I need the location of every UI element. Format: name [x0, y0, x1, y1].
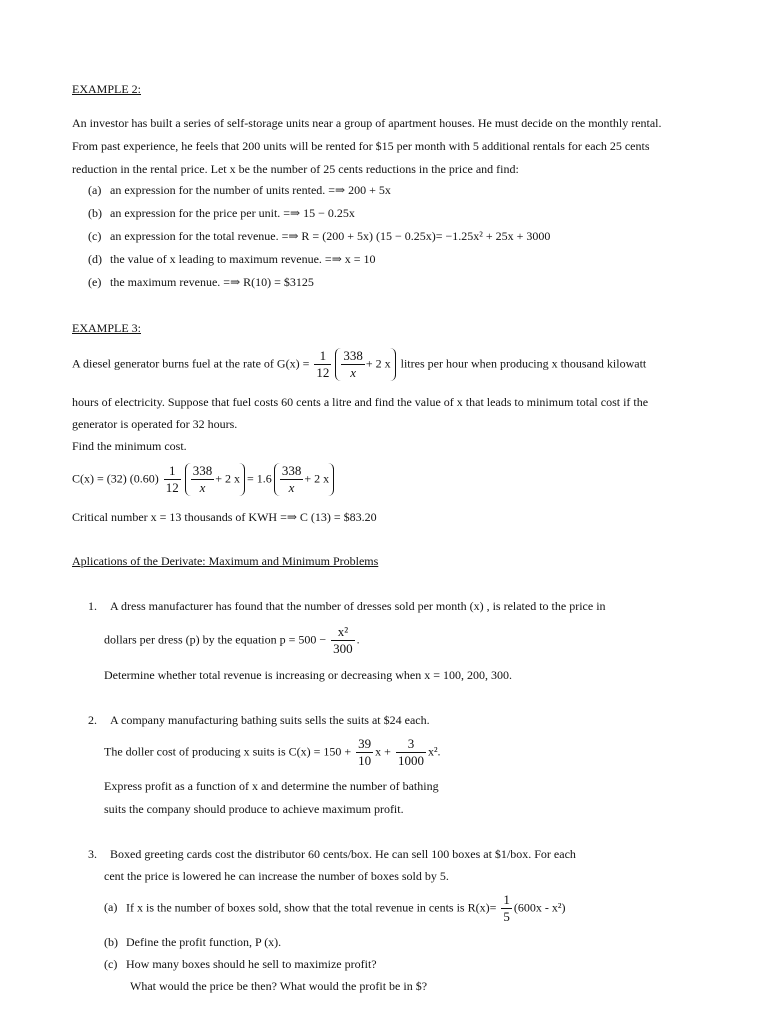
problem-3-line-2: cent the price is lowered he can increase the number of boxes sold by 5.	[104, 869, 449, 883]
ex2-intro-line-2: From past experience, he feels that 200 units will be rented for $15 per month with 5 additional rentals for each 25 cents	[72, 139, 650, 153]
ex3-line-4: Find the minimum cost.	[72, 439, 187, 453]
example-2-heading: EXAMPLE 2:	[72, 82, 141, 96]
problem-2-line-1: 2. A company manufacturing bathing suits sells the suits at $24 each.	[88, 713, 430, 727]
problem-1-line-1: 1. A dress manufacturer has found that the number of dresses sold per month (x) , is related to the price in	[88, 599, 606, 613]
problem-3-last-line: What would the price be then? What would the profit be in $?	[130, 979, 428, 993]
ex2-item-c: (c) an expression for the total revenue. =⇒ R = (200 + 5x) (15 − 0.25x)= −1.25x² + 25x + 3000	[88, 229, 551, 243]
problem-1-line-3: Determine whether total revenue is increasing or decreasing when x = 100, 200, 300.	[104, 668, 512, 682]
ex2-item-e: (e) the maximum revenue. =⇒ R(10) = $3125	[88, 275, 314, 289]
problem-2-equation: The doller cost of producing x suits is C(x) = 150 + $\frac{39}{10}$ x + $\frac{3}{1000}$ x².	[104, 736, 441, 768]
ex3-line-3: generator is operated for 32 hours.	[72, 417, 238, 431]
fraction-one-twelfth: $\frac{1}{12}$	[316, 348, 330, 380]
applications-heading: Aplications of the Derivate: Maximum and Minimum Problems	[72, 554, 379, 568]
problem-3-item-b: (b) Define the profit function, P (x).	[104, 935, 282, 949]
problem-2-line-3: Express profit as a function of x and determine the number of bathing	[104, 779, 439, 793]
ex3-critical-number: Critical number x = 13 thousands of KWH =⇒ C (13) = $83.20	[72, 510, 377, 524]
ex3-rate-equation: A diesel generator burns fuel at the rate of G(x) = $\frac{1}{12}$ $\frac{338}{x}$ + 2 x litres per hour when producing x thousand kilowatt	[72, 348, 647, 380]
problem-3-item-c: (c) How many boxes should he sell to maximize profit?	[104, 957, 377, 971]
ex2-intro-line-3: reduction in the rental price. Let x be the number of 25 cents reductions in the price and find:	[72, 162, 519, 176]
problem-2-line-4: suits the company should produce to achieve maximum profit.	[104, 802, 404, 816]
ex2-item-d: (d) the value of x leading to maximum revenue. =⇒ x = 10	[88, 252, 376, 266]
problem-3-item-a: (a) If x is the number of boxes sold, show that the total revenue in cents is R(x)= $\frac{1}{5}$ (600x - x²)	[104, 892, 566, 924]
problem-1-equation: dollars per dress (p) by the equation p = 500 − $\frac{\text{x²}}{300}$ .	[104, 624, 360, 656]
paren-group: $\frac{338}{x}$ + 2 x	[335, 348, 395, 381]
ex2-item-b: (b) an expression for the price per unit. =⇒ 15 − 0.25x	[88, 206, 355, 220]
ex3-cost-equation: C(x) = (32) (0.60) $\frac{1}{12}$ $\frac{338}{x}$ + 2 x = 1.6 $\frac{338}{x}$ + 2 x	[72, 463, 336, 496]
example-3-heading: EXAMPLE 3:	[72, 321, 141, 335]
ex2-intro-line-1: An investor has built a series of self-storage units near a group of apartment houses. He must decide on the monthly rental.	[72, 116, 662, 130]
problem-3-line-1: 3. Boxed greeting cards cost the distributor 60 cents/box. He can sell 100 boxes at $1/box. For each	[88, 847, 576, 861]
ex2-item-a: (a) an expression for the number of units rented. =⇒ 200 + 5x	[88, 183, 391, 197]
ex3-line-2: hours of electricity. Suppose that fuel costs 60 cents a litre and find the value of x that leads to minimum total cost if the	[72, 395, 649, 409]
